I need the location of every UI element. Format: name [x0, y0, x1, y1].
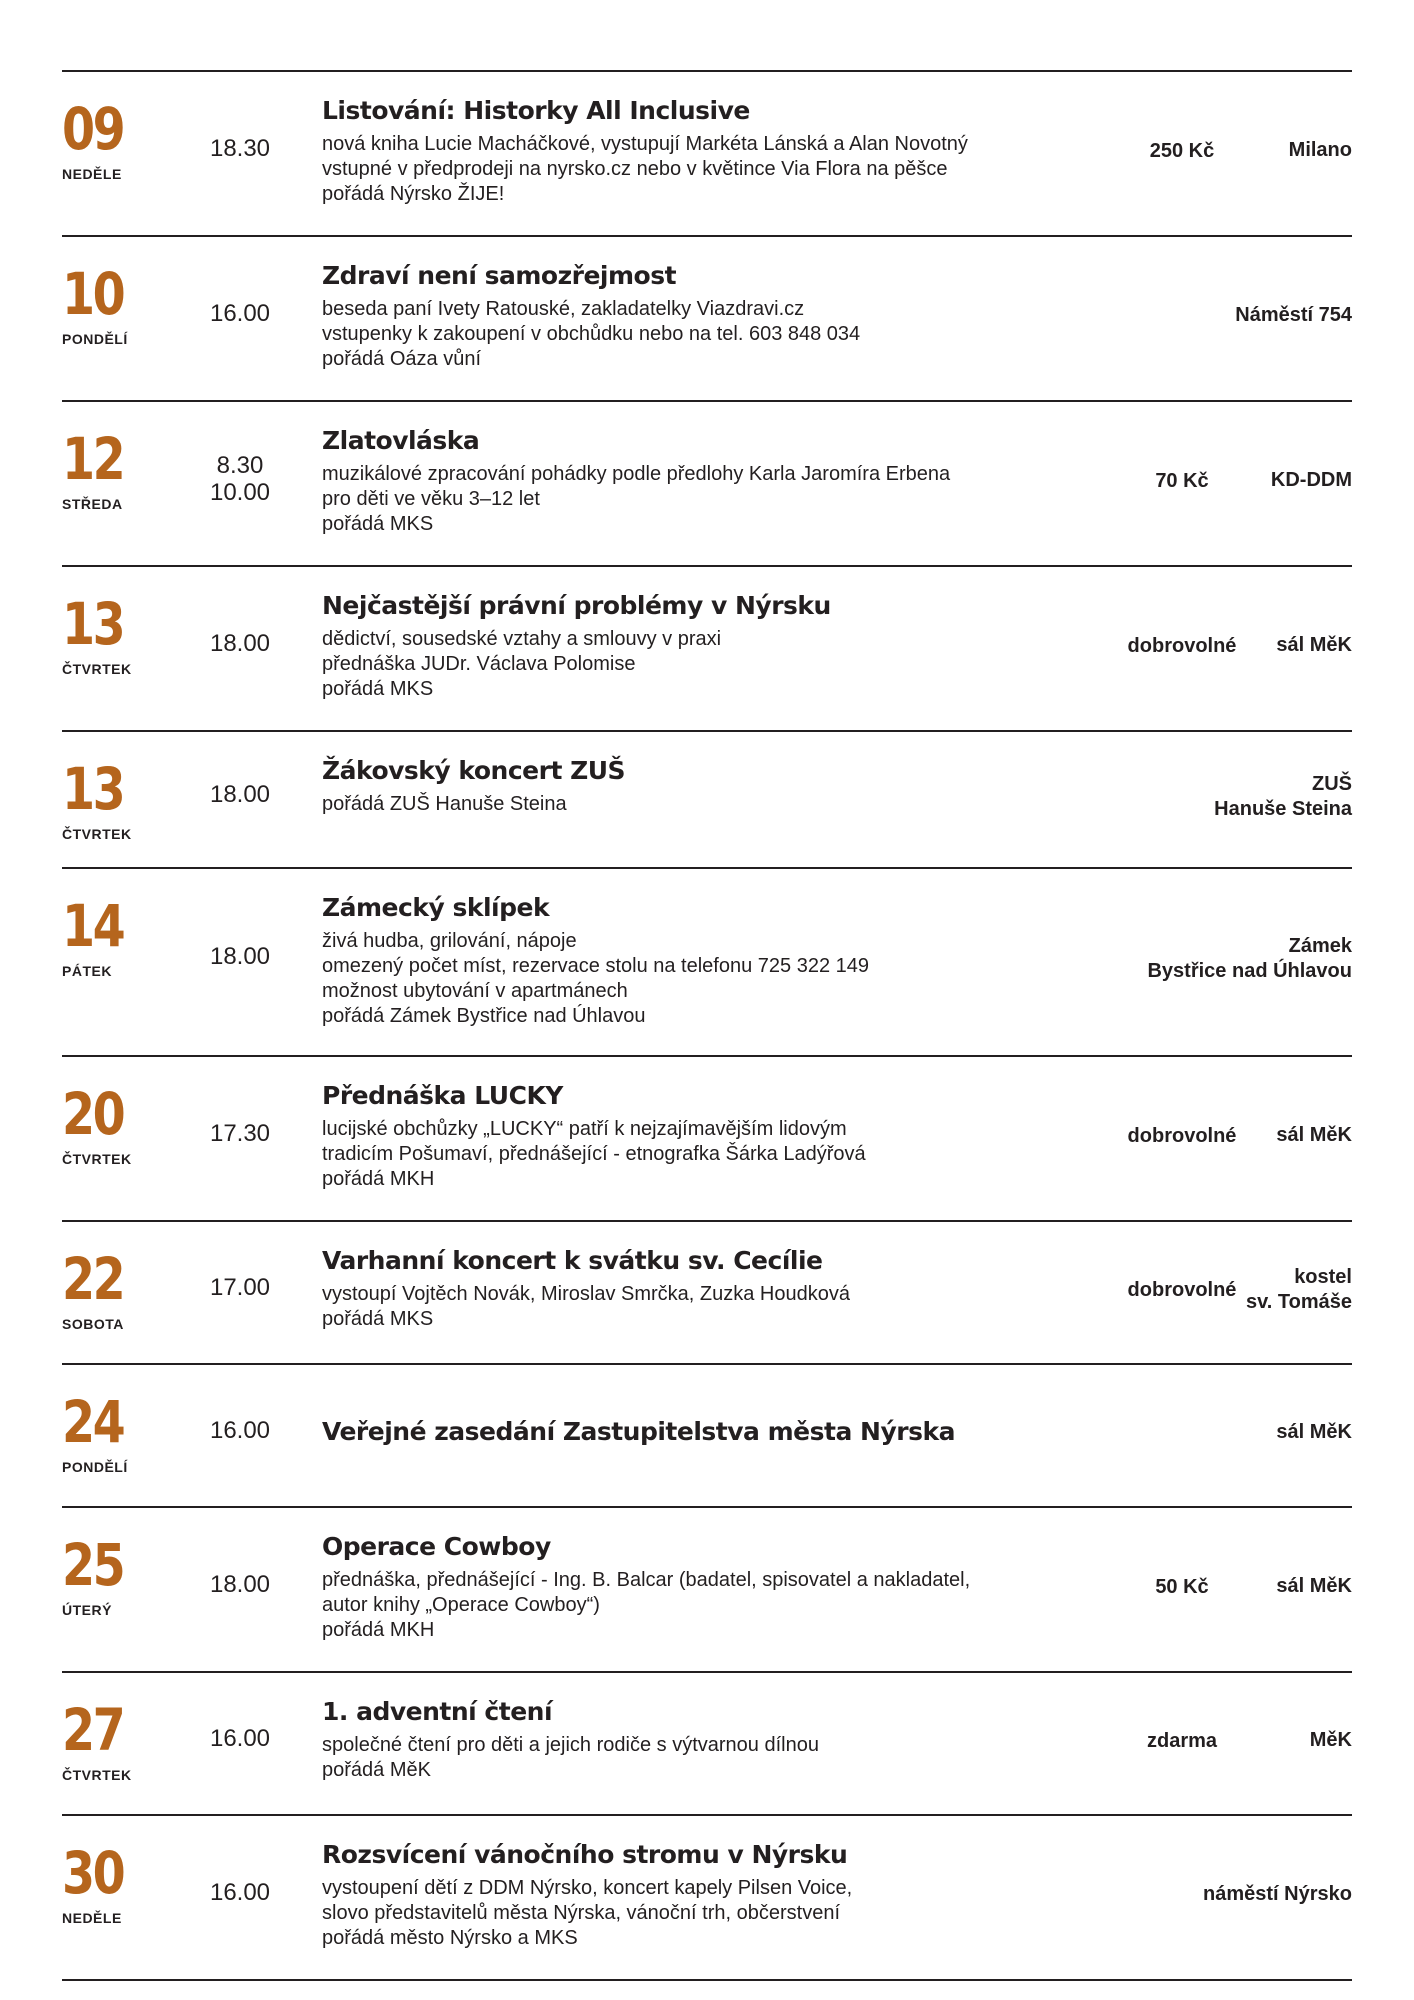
- weekday-label: NEDĚLE: [62, 166, 122, 182]
- event-title: Zámecký sklípek: [322, 893, 550, 922]
- event-description: [322, 297, 1062, 372]
- description-line: pořádá MKS: [322, 1308, 434, 1330]
- event-title: Nejčastější právní problémy v Nýrsku: [322, 591, 831, 620]
- event-price: dobrovolné: [1127, 1125, 1237, 1147]
- weekday-label: ČTVRTEK: [62, 826, 132, 842]
- description-line: živá hudba, grilování, nápoje: [322, 930, 577, 952]
- event-content: [322, 1244, 1062, 1332]
- event-description: [322, 1733, 1062, 1783]
- event-row: [62, 1057, 1352, 1222]
- event-row: [62, 72, 1352, 237]
- event-row: [62, 1673, 1352, 1816]
- description-line: dědictví, sousedské vztahy a smlouvy v praxi: [322, 628, 722, 650]
- day-number: 20: [62, 1080, 124, 1148]
- day-number: 24: [62, 1388, 124, 1456]
- event-row: [62, 1508, 1352, 1673]
- event-time: [190, 781, 290, 808]
- event-venue: [1052, 1574, 1352, 1599]
- event-venue: [1052, 468, 1352, 493]
- time-line: 17.00: [209, 1274, 271, 1301]
- event-content: [322, 754, 1062, 817]
- event-description: [322, 1876, 1062, 1951]
- day-number: 30: [62, 1839, 124, 1907]
- event-time: [190, 1417, 290, 1444]
- event-content: [322, 1695, 1062, 1783]
- time-line: 10.00: [209, 479, 271, 506]
- event-venue: [1052, 1728, 1352, 1753]
- description-line: pořádá Nýrsko ŽIJE!: [322, 183, 505, 205]
- description-line: možnost ubytování v apartmánech: [322, 980, 628, 1002]
- description-line: pořádá město Nýrsko a MKS: [322, 1927, 578, 1949]
- event-venue: [1052, 772, 1352, 822]
- description-line: přednáška JUDr. Václava Polomise: [322, 653, 636, 675]
- event-venue: [1052, 934, 1352, 984]
- event-price: dobrovolné: [1127, 1279, 1237, 1301]
- description-line: vstupenky k zakoupení v obchůdku nebo na tel. 603 848 034: [322, 323, 861, 345]
- event-content: [322, 259, 1062, 372]
- event-content: [322, 1838, 1062, 1951]
- time-line: 18.00: [209, 1571, 271, 1598]
- event-venue: [1052, 1265, 1352, 1315]
- description-line: muzikálové zpracování pohádky podle předlohy Karla Jaromíra Erbena: [322, 463, 951, 485]
- venue-line: sál MěK: [1276, 1421, 1352, 1443]
- venue-line: ZUŠ: [1312, 773, 1352, 795]
- event-description: [322, 627, 1062, 702]
- event-content: [322, 1079, 1062, 1192]
- event-row: [62, 1816, 1352, 1981]
- description-line: vystoupí Vojtěch Novák, Miroslav Smrčka, Zuzka Houdková: [322, 1283, 850, 1305]
- event-date: [62, 425, 182, 512]
- event-description: [322, 462, 1062, 537]
- venue-line: sv. Tomáše: [1246, 1291, 1352, 1313]
- venue-line: sál MěK: [1276, 1124, 1352, 1146]
- weekday-label: ČTVRTEK: [62, 1151, 132, 1167]
- weekday-label: NEDĚLE: [62, 1910, 122, 1926]
- event-title: Operace Cowboy: [322, 1532, 551, 1561]
- event-date: [62, 1839, 182, 1926]
- description-line: pořádá MKH: [322, 1168, 435, 1190]
- time-line: 16.00: [209, 1417, 271, 1444]
- event-list: [62, 72, 1352, 1981]
- weekday-label: ÚTERÝ: [62, 1602, 112, 1618]
- event-content: [322, 94, 1062, 207]
- event-venue: [1052, 1123, 1352, 1148]
- day-number: 09: [62, 95, 124, 163]
- event-content: [322, 891, 1062, 1029]
- event-time: [190, 1274, 290, 1301]
- event-time: [190, 135, 290, 162]
- description-line: tradicím Pošumaví, přednášející - etnografka Šárka Ladýřová: [322, 1143, 866, 1165]
- description-line: pořádá MKS: [322, 678, 434, 700]
- event-content: [322, 589, 1062, 702]
- time-line: 17.30: [209, 1120, 271, 1147]
- description-line: nová kniha Lucie Macháčkové, vystupují Markéta Lánská a Alan Novotný: [322, 133, 968, 155]
- event-price: 50 Kč: [1155, 1576, 1209, 1598]
- event-content: [322, 1415, 1062, 1453]
- event-row: [62, 1222, 1352, 1365]
- description-line: přednáška, přednášející - Ing. B. Balcar (badatel, spisovatel a nakladatel,: [322, 1569, 971, 1591]
- event-row: [62, 1365, 1352, 1508]
- event-description: [322, 1282, 1062, 1332]
- venue-line: kostel: [1294, 1266, 1352, 1288]
- description-line: pořádá Oáza vůní: [322, 348, 481, 370]
- venue-line: Hanuše Steina: [1214, 798, 1352, 820]
- time-line: 18.30: [209, 135, 271, 162]
- time-line: 16.00: [209, 1879, 271, 1906]
- weekday-label: STŘEDA: [62, 496, 123, 512]
- description-line: pořádá Zámek Bystřice nad Úhlavou: [322, 1005, 646, 1027]
- venue-line: MěK: [1309, 1729, 1352, 1751]
- event-date: [62, 1388, 182, 1475]
- event-row: [62, 237, 1352, 402]
- event-price: 70 Kč: [1155, 470, 1209, 492]
- weekday-label: PONDĚLÍ: [62, 1459, 128, 1475]
- event-venue: [1052, 1882, 1352, 1907]
- venue-line: Náměstí 754: [1235, 304, 1352, 326]
- event-time: [190, 943, 290, 970]
- day-number: 10: [62, 260, 124, 328]
- event-calendar: [62, 70, 1352, 1981]
- event-time: [190, 1725, 290, 1752]
- time-line: 16.00: [209, 300, 271, 327]
- event-time: [190, 300, 290, 327]
- event-date: [62, 1080, 182, 1167]
- day-number: 27: [62, 1696, 124, 1764]
- weekday-label: ČTVRTEK: [62, 661, 132, 677]
- description-line: vstupné v předprodeji na nyrsko.cz nebo v květince Via Flora na pěšce: [322, 158, 948, 180]
- venue-line: Zámek: [1288, 935, 1352, 957]
- day-number: 14: [62, 892, 124, 960]
- event-description: [322, 929, 1062, 1029]
- description-line: pořádá MKH: [322, 1619, 435, 1641]
- event-date: [62, 1245, 182, 1332]
- description-line: autor knihy „Operace Cowboy“): [322, 1594, 600, 1616]
- venue-line: sál MěK: [1276, 634, 1352, 656]
- day-number: 22: [62, 1245, 124, 1313]
- event-date: [62, 590, 182, 677]
- weekday-label: ČTVRTEK: [62, 1767, 132, 1783]
- venue-line: Bystřice nad Úhlavou: [1147, 960, 1352, 982]
- time-line: 18.00: [209, 943, 271, 970]
- time-line: 16.00: [209, 1725, 271, 1752]
- weekday-label: SOBOTA: [62, 1316, 124, 1332]
- event-title: Žákovský koncert ZUŠ: [322, 756, 626, 785]
- event-time: [190, 1571, 290, 1598]
- event-date: [62, 1531, 182, 1618]
- event-venue: [1052, 138, 1352, 163]
- event-title: Veřejné zasedání Zastupitelstva města Nýrska: [322, 1417, 955, 1446]
- event-description: [322, 132, 1062, 207]
- venue-line: sál MěK: [1276, 1575, 1352, 1597]
- event-content: [322, 1530, 1062, 1643]
- day-number: 13: [62, 590, 124, 658]
- event-row: [62, 732, 1352, 869]
- event-description: [322, 1568, 1062, 1643]
- description-line: pro děti ve věku 3–12 let: [322, 488, 540, 510]
- time-line: 18.00: [209, 781, 271, 808]
- event-time: [190, 1879, 290, 1906]
- event-title: Rozsvícení vánočního stromu v Nýrsku: [322, 1840, 848, 1869]
- event-description: [322, 792, 1062, 817]
- event-time: [190, 630, 290, 657]
- weekday-label: PÁTEK: [62, 963, 112, 979]
- description-line: společné čtení pro děti a jejich rodiče s výtvarnou dílnou: [322, 1734, 819, 1756]
- event-date: [62, 1696, 182, 1783]
- weekday-label: PONDĚLÍ: [62, 331, 128, 347]
- description-line: pořádá MěK: [322, 1759, 431, 1781]
- event-date: [62, 755, 182, 842]
- event-title: Zlatovláska: [322, 426, 480, 455]
- venue-line: náměstí Nýrsko: [1203, 1883, 1352, 1905]
- event-date: [62, 892, 182, 979]
- venue-line: KD-DDM: [1270, 469, 1352, 491]
- day-number: 13: [62, 755, 124, 823]
- description-line: omezený počet míst, rezervace stolu na telefonu 725 322 149: [322, 955, 870, 977]
- event-date: [62, 95, 182, 182]
- description-line: vystoupení dětí z DDM Nýrsko, koncert kapely Pilsen Voice,: [322, 1877, 853, 1899]
- event-price: 250 Kč: [1149, 140, 1215, 162]
- event-row: [62, 402, 1352, 567]
- event-time: [190, 452, 290, 506]
- event-title: Listování: Historky All Inclusive: [322, 96, 750, 125]
- event-price: dobrovolné: [1127, 635, 1237, 657]
- event-title: Přednáška LUCKY: [322, 1081, 563, 1110]
- venue-line: Milano: [1288, 139, 1352, 161]
- event-price: zdarma: [1146, 1730, 1218, 1752]
- event-date: [62, 260, 182, 347]
- description-line: beseda paní Ivety Ratouské, zakladatelky Viazdravi.cz: [322, 298, 805, 320]
- event-row: [62, 567, 1352, 732]
- event-venue: [1052, 633, 1352, 658]
- event-content: [322, 424, 1062, 537]
- event-description: [322, 1117, 1062, 1192]
- description-line: pořádá ZUŠ Hanuše Steina: [322, 793, 567, 815]
- event-title: 1. adventní čtení: [322, 1697, 553, 1726]
- event-title: Varhanní koncert k svátku sv. Cecílie: [322, 1246, 823, 1275]
- description-line: pořádá MKS: [322, 513, 434, 535]
- description-line: lucijské obchůzky „LUCKY“ patří k nejzajímavějším lidovým: [322, 1118, 847, 1140]
- day-number: 25: [62, 1531, 124, 1599]
- event-row: [62, 869, 1352, 1057]
- day-number: 12: [62, 425, 124, 493]
- event-title: Zdraví není samozřejmost: [322, 261, 677, 290]
- time-line: 8.30: [216, 452, 264, 479]
- event-time: [190, 1120, 290, 1147]
- time-line: 18.00: [209, 630, 271, 657]
- event-venue: [1052, 303, 1352, 328]
- event-venue: [1052, 1420, 1352, 1445]
- description-line: slovo představitelů města Nýrska, vánoční trh, občerstvení: [322, 1902, 841, 1924]
